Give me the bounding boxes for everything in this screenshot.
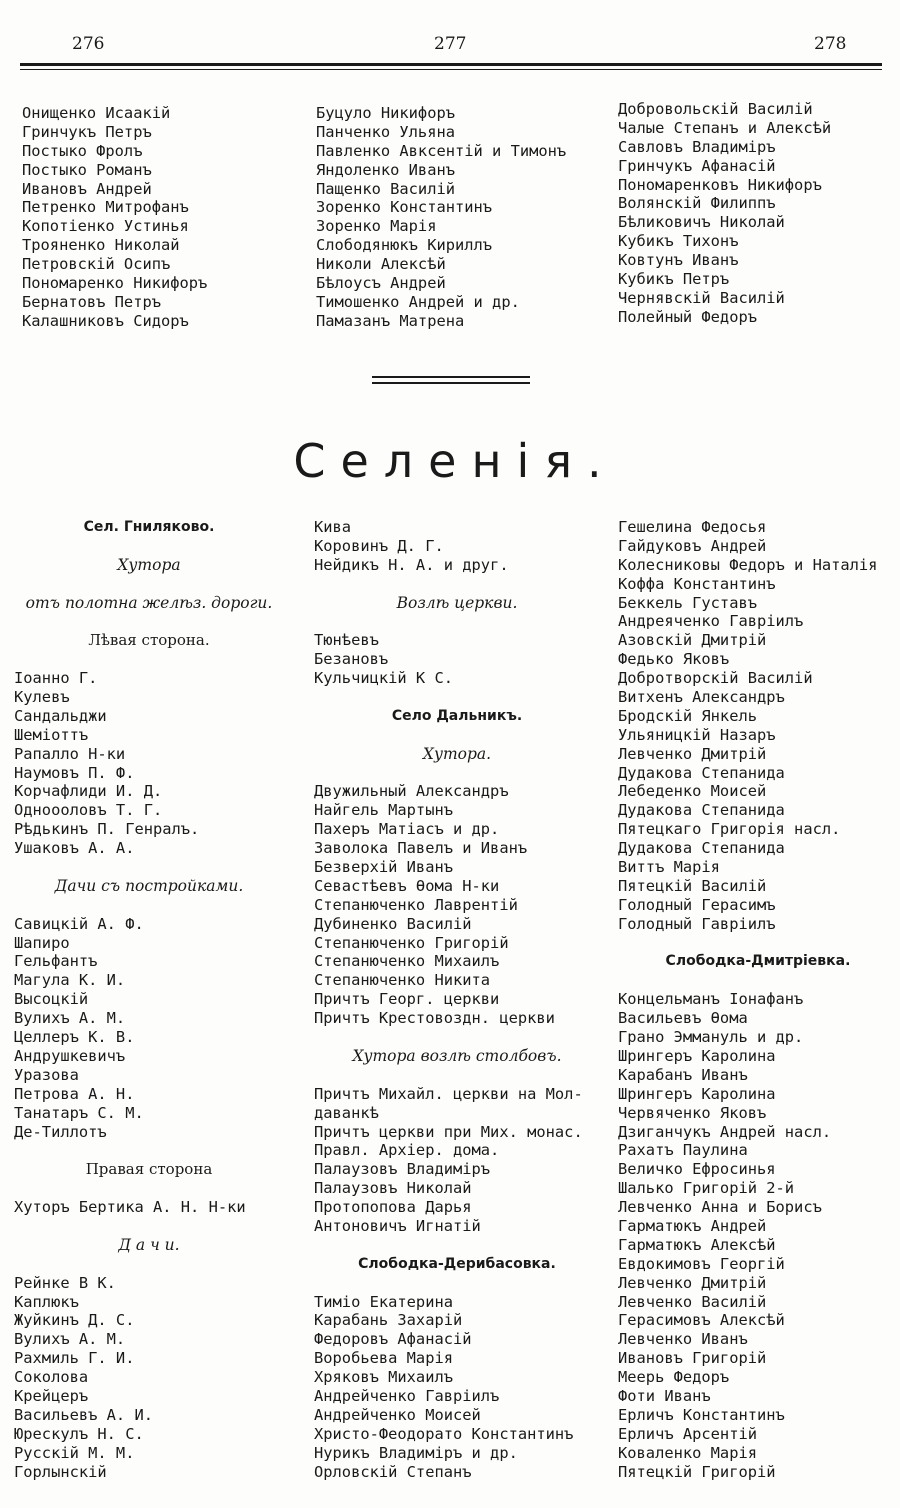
spacer bbox=[14, 858, 284, 877]
list-item: Тюнѣевъ bbox=[314, 631, 379, 650]
list-item: Андреяченко Гавріилъ bbox=[618, 612, 804, 631]
list-item: Пятецкій Василій bbox=[618, 876, 767, 895]
list-item: Меерь Федоръ bbox=[618, 1368, 730, 1387]
list-item: Бѣликовичъ Николай bbox=[618, 213, 785, 232]
list-item: Причтъ церкви при Мих. монас. bbox=[314, 1122, 583, 1141]
list-item: Добротворскій Василій bbox=[618, 669, 813, 688]
list-item: Андрейченко Гавріилъ bbox=[314, 1386, 500, 1405]
list-item: Гарматюкъ Алексѣй bbox=[618, 1235, 776, 1254]
column-2 bbox=[314, 518, 600, 1481]
section-separator-bottom bbox=[372, 382, 530, 384]
list-item: Крейцеръ bbox=[14, 1386, 89, 1405]
list-item: Хряковъ Михаилъ bbox=[314, 1368, 453, 1387]
list-item: Де-Тиллотъ bbox=[14, 1122, 107, 1141]
list-item: Дудакова Степанида bbox=[618, 801, 785, 820]
list-item: Кубикъ Тихонъ bbox=[618, 232, 739, 251]
list-item: Пятецкаго Григорія насл. bbox=[618, 820, 841, 839]
list-item: Тимошенко Андрей и др. bbox=[316, 292, 520, 311]
spacer bbox=[14, 612, 284, 631]
list-item: Корчафлиди И. Д. bbox=[14, 782, 163, 801]
list-item: Гринчукъ Афанасій bbox=[618, 156, 776, 175]
list-item: Трояненко Николай bbox=[22, 236, 180, 255]
spacer bbox=[314, 1274, 600, 1293]
list-item: Фоти Иванъ bbox=[618, 1386, 711, 1405]
list-item: Левченко Анна и Борисъ bbox=[618, 1198, 822, 1217]
list-item: Левченко Иванъ bbox=[618, 1330, 748, 1349]
section-separator-top bbox=[372, 376, 530, 378]
list-item: Пономаренковъ Никифоръ bbox=[618, 175, 822, 194]
list-item: Магула К. И. bbox=[14, 971, 126, 990]
list-item: Целлеръ К. В. bbox=[14, 1028, 135, 1047]
list-item: Карабанъ Иванъ bbox=[618, 1065, 748, 1084]
list-item: Севастѣевъ Ѳома Н-ки bbox=[314, 876, 500, 895]
list-item: Петренко Митрофанъ bbox=[22, 198, 189, 217]
subsection-heading: Возлѣ церкви. bbox=[396, 593, 518, 612]
spacer bbox=[14, 1179, 284, 1198]
list-item: Сандальджи bbox=[14, 706, 107, 725]
list-item: Грано Эммануль и др. bbox=[618, 1028, 804, 1047]
list-item: Чалые Степанъ и Алексѣй bbox=[618, 118, 832, 137]
list-item: Уразова bbox=[14, 1065, 79, 1084]
list-item: Безверхій Иванъ bbox=[314, 858, 453, 877]
spacer bbox=[14, 896, 284, 915]
list-item: Величко Ефросинья bbox=[618, 1160, 776, 1179]
subsection-heading: отъ полотна желѣз. дороги. bbox=[25, 593, 273, 612]
list-item: Коффа Константинъ bbox=[618, 574, 776, 593]
spacer bbox=[314, 612, 600, 631]
list-item: Кива bbox=[314, 518, 352, 536]
spacer bbox=[314, 1236, 600, 1255]
spacer bbox=[14, 1217, 284, 1236]
settlement-heading: Слободка-Дмитріевка. bbox=[665, 953, 851, 970]
list-item: Пономаренко Никифоръ bbox=[22, 274, 208, 293]
spacer bbox=[618, 934, 898, 953]
list-item: Слободянюкъ Кириллъ bbox=[316, 236, 493, 255]
list-item: Степанюченко Григорій bbox=[314, 933, 509, 952]
list-item: Петровскій Осипъ bbox=[22, 255, 171, 274]
list-item: Евдокимовъ Георгій bbox=[618, 1254, 785, 1273]
list-item: Копотіенко Устинья bbox=[22, 217, 189, 236]
list-item: Гарматюкъ Андрей bbox=[618, 1216, 767, 1235]
list-item: Тиміо Екатерина bbox=[314, 1292, 453, 1311]
list-item: Зоренко Марія bbox=[316, 217, 437, 236]
list-item: Причтъ Крестовоздн. церкви bbox=[314, 1009, 555, 1028]
spacer bbox=[314, 726, 600, 745]
list-item: Азовскій Дмитрій bbox=[618, 631, 767, 650]
page-number-left: 276 bbox=[72, 34, 105, 54]
list-item: Червяченко Яковъ bbox=[618, 1103, 767, 1122]
list-item: Палаузовъ Владиміръ bbox=[314, 1160, 491, 1179]
spacer bbox=[14, 575, 284, 594]
list-item: Дудакова Степанида bbox=[618, 839, 785, 858]
list-item: Горлынскій bbox=[14, 1462, 107, 1481]
list-item: Павленко Авксентій и Тимонъ bbox=[316, 141, 567, 160]
settlement-heading: Село Дальникъ. bbox=[391, 707, 523, 724]
list-item: Дудакова Степанида bbox=[618, 763, 785, 782]
list-item: Дубиненко Василій bbox=[314, 914, 472, 933]
spacer bbox=[14, 650, 284, 669]
list-item: Памазанъ Матрена bbox=[316, 311, 465, 330]
list-item: Чернявскій Василій bbox=[618, 288, 785, 307]
list-item: Одноооловъ Т. Г. bbox=[14, 801, 163, 820]
list-item: Андрушкевичъ bbox=[14, 1046, 126, 1065]
list-item: Федоровъ Афанасій bbox=[314, 1330, 472, 1349]
list-item: Пащенко Василій bbox=[316, 179, 455, 198]
subsection-heading: Хутора bbox=[117, 555, 181, 574]
header-rule bbox=[20, 63, 882, 66]
list-item: Добровольскій Василій bbox=[618, 100, 813, 118]
list-item: Шапиро bbox=[14, 933, 70, 952]
list-item: Причтъ Михайл. церкви на Мол- bbox=[314, 1084, 583, 1103]
list-item: Антоновичъ Игнатій bbox=[314, 1216, 481, 1235]
list-item: Голодный Герасимъ bbox=[618, 895, 776, 914]
list-item: Кулевъ bbox=[14, 688, 70, 707]
list-item: Бернатовъ Петръ bbox=[22, 292, 161, 311]
list-item: Правл. Архіер. дома. bbox=[314, 1141, 500, 1160]
list-item: Николи Алексѣй bbox=[316, 255, 446, 274]
list-item: Андрейченко Моисей bbox=[314, 1405, 481, 1424]
section-title: Селенія. bbox=[293, 434, 617, 488]
list-item: Витхенъ Александръ bbox=[618, 688, 785, 707]
list-item: Буцуло Никифоръ bbox=[316, 104, 455, 122]
list-item: Онищенко Исаакій bbox=[22, 104, 171, 122]
spacer bbox=[14, 1141, 284, 1160]
list-item: Полейный Федоръ bbox=[618, 307, 757, 326]
list-item: Панченко Ульяна bbox=[316, 122, 455, 141]
list-item: Соколова bbox=[14, 1368, 89, 1387]
header-rule-thin bbox=[20, 69, 882, 70]
list-item: Левченко Дмитрій bbox=[618, 744, 767, 763]
list-item: Васильевъ А. И. bbox=[14, 1405, 153, 1424]
list-item: Степанюченко Михаилъ bbox=[314, 952, 500, 971]
list-item: Наумовъ П. Ф. bbox=[14, 763, 135, 782]
spacer bbox=[14, 1255, 284, 1274]
subsection-heading: Хутора. bbox=[422, 744, 492, 763]
list-item: Іоанно Г. bbox=[14, 669, 98, 688]
list-item: Виттъ Марія bbox=[618, 858, 720, 877]
spacer bbox=[314, 575, 600, 594]
list-item: Жуйкинъ Д. С. bbox=[14, 1311, 135, 1330]
list-item: Волянскій Филиппъ bbox=[618, 194, 776, 213]
spacer bbox=[314, 688, 600, 707]
list-item: Найгель Мартынъ bbox=[314, 801, 453, 820]
list-item: Ивановъ Григорій bbox=[618, 1349, 767, 1368]
list-item: Беккель Густавъ bbox=[618, 593, 757, 612]
list-item: Юрескулъ Н. С. bbox=[14, 1424, 144, 1443]
list-item: Левченко Дмитрій bbox=[618, 1273, 767, 1292]
list-item: Рапалло Н-ки bbox=[14, 744, 126, 763]
spacer bbox=[314, 1028, 600, 1047]
list-item: Протопопова Дарья bbox=[314, 1198, 472, 1217]
list-item: Христо-Феодорато Константинъ bbox=[314, 1424, 574, 1443]
list-item: Герасимовъ Алексѣй bbox=[618, 1311, 785, 1330]
list-item: Ульяницкій Назаръ bbox=[618, 725, 776, 744]
list-item: Нурикъ Владиміръ и др. bbox=[314, 1443, 518, 1462]
list-item: Вулихъ А. М. bbox=[14, 1330, 126, 1349]
side-heading: Правая сторона bbox=[85, 1160, 213, 1179]
list-item: Ерличъ Константинъ bbox=[618, 1405, 785, 1424]
column-3 bbox=[618, 518, 898, 1481]
list-item: Воробьева Марія bbox=[314, 1349, 453, 1368]
list-item: Калашниковъ Сидоръ bbox=[22, 311, 189, 330]
list-item: Гельфантъ bbox=[14, 952, 98, 971]
page-number-center: 277 bbox=[434, 34, 467, 54]
list-item: Степанюченко Лаврентій bbox=[314, 895, 518, 914]
page-number-right: 278 bbox=[814, 34, 847, 54]
list-item: Русскій М. М. bbox=[14, 1443, 135, 1462]
list-item: Высоцкій bbox=[14, 990, 89, 1009]
subsection-heading: Хутора возлѣ столбовъ. bbox=[352, 1046, 562, 1065]
list-item: Ерличъ Арсентій bbox=[618, 1424, 757, 1443]
settlement-heading: Слободка-Дерибасовка. bbox=[358, 1255, 556, 1272]
list-item: Шалько Григорій 2-й bbox=[618, 1179, 795, 1198]
list-item: Каплюкъ bbox=[14, 1292, 79, 1311]
list-item: Петрова А. Н. bbox=[14, 1084, 135, 1103]
list-item: Степанюченко Никита bbox=[314, 971, 491, 990]
list-item: Бѣлоусъ Андрей bbox=[316, 274, 446, 293]
list-item: Рахатъ Паулина bbox=[618, 1141, 748, 1160]
side-heading: Лѣвая сторона. bbox=[88, 631, 210, 650]
list-item: Федько Яковъ bbox=[618, 650, 730, 669]
list-item: Причтъ Георг. церкви bbox=[314, 990, 500, 1009]
list-item: Яндоленко Иванъ bbox=[316, 160, 455, 179]
list-item: Левченко Василій bbox=[618, 1292, 767, 1311]
top-column-2 bbox=[316, 104, 606, 331]
list-item: Колесниковы Федоръ и Наталія bbox=[618, 555, 878, 574]
list-item: Вулихъ А. М. bbox=[14, 1009, 126, 1028]
list-item: Шеміоттъ bbox=[14, 725, 89, 744]
top-column-3 bbox=[618, 100, 898, 327]
list-item: Гешелина Федосья bbox=[618, 518, 767, 536]
list-item: Лебеденко Моисей bbox=[618, 782, 767, 801]
list-item: Постыко Романъ bbox=[22, 160, 152, 179]
list-item: Пятецкій Григорій bbox=[618, 1462, 776, 1481]
list-item: Кульчицкій К С. bbox=[314, 669, 453, 688]
list-item: Концельманъ Іонафанъ bbox=[618, 990, 804, 1009]
list-item: даванкѣ bbox=[314, 1103, 379, 1122]
list-item: Заволока Павелъ и Иванъ bbox=[314, 839, 528, 858]
list-item: Палаузовъ Николай bbox=[314, 1179, 472, 1198]
top-column-1 bbox=[22, 104, 302, 331]
list-item: Нейдикъ Н. А. и друг. bbox=[314, 555, 509, 574]
list-item: Танатаръ С. М. bbox=[14, 1103, 144, 1122]
subsection-heading: Д а ч и. bbox=[118, 1235, 180, 1254]
list-item: Гринчукъ Петръ bbox=[22, 122, 152, 141]
list-item: Савловъ Владиміръ bbox=[618, 137, 776, 156]
spacer bbox=[14, 537, 284, 556]
list-item: Васильевъ Ѳома bbox=[618, 1009, 748, 1028]
list-item: Кубикъ Петръ bbox=[618, 270, 730, 289]
list-item: Рѣдькинъ П. Генралъ. bbox=[14, 820, 200, 839]
list-item: Дзиганчукъ Андрей насл. bbox=[618, 1122, 832, 1141]
list-item: Двужильный Александръ bbox=[314, 782, 509, 801]
list-item: Коровинъ Д. Г. bbox=[314, 536, 444, 555]
list-item: Голодный Гавріилъ bbox=[618, 914, 776, 933]
column-1 bbox=[14, 518, 284, 1481]
list-item: Ковтунъ Иванъ bbox=[618, 251, 739, 270]
list-item: Карабань Захарій bbox=[314, 1311, 463, 1330]
list-item: Рахмиль Г. И. bbox=[14, 1349, 135, 1368]
list-item: Ушаковъ А. А. bbox=[14, 839, 135, 858]
list-item: Ивановъ Андрей bbox=[22, 179, 152, 198]
list-item: Бродскій Янкель bbox=[618, 706, 757, 725]
list-item: Гайдуковъ Андрей bbox=[618, 536, 767, 555]
list-item: Шрингеръ Каролина bbox=[618, 1084, 776, 1103]
list-item: Орловскій Степанъ bbox=[314, 1462, 472, 1481]
list-item: Рейнке В К. bbox=[14, 1273, 116, 1292]
list-item: Безановъ bbox=[314, 650, 389, 669]
list-item: Постыко Фролъ bbox=[22, 141, 143, 160]
list-item: Коваленко Марія bbox=[618, 1443, 757, 1462]
list-item: Савицкій А. Ф. bbox=[14, 914, 144, 933]
subsection-heading: Дачи съ постройками. bbox=[54, 876, 244, 895]
spacer bbox=[618, 971, 898, 990]
list-item: Хуторъ Бертика А. Н. Н-ки bbox=[14, 1198, 246, 1217]
settlement-heading: Сел. Гниляково. bbox=[83, 519, 215, 535]
list-item: Шрингеръ Каролина bbox=[618, 1046, 776, 1065]
spacer bbox=[314, 1066, 600, 1085]
list-item: Пахеръ Матіасъ и др. bbox=[314, 820, 500, 839]
list-item: Зоренко Константинъ bbox=[316, 198, 493, 217]
spacer bbox=[314, 764, 600, 783]
